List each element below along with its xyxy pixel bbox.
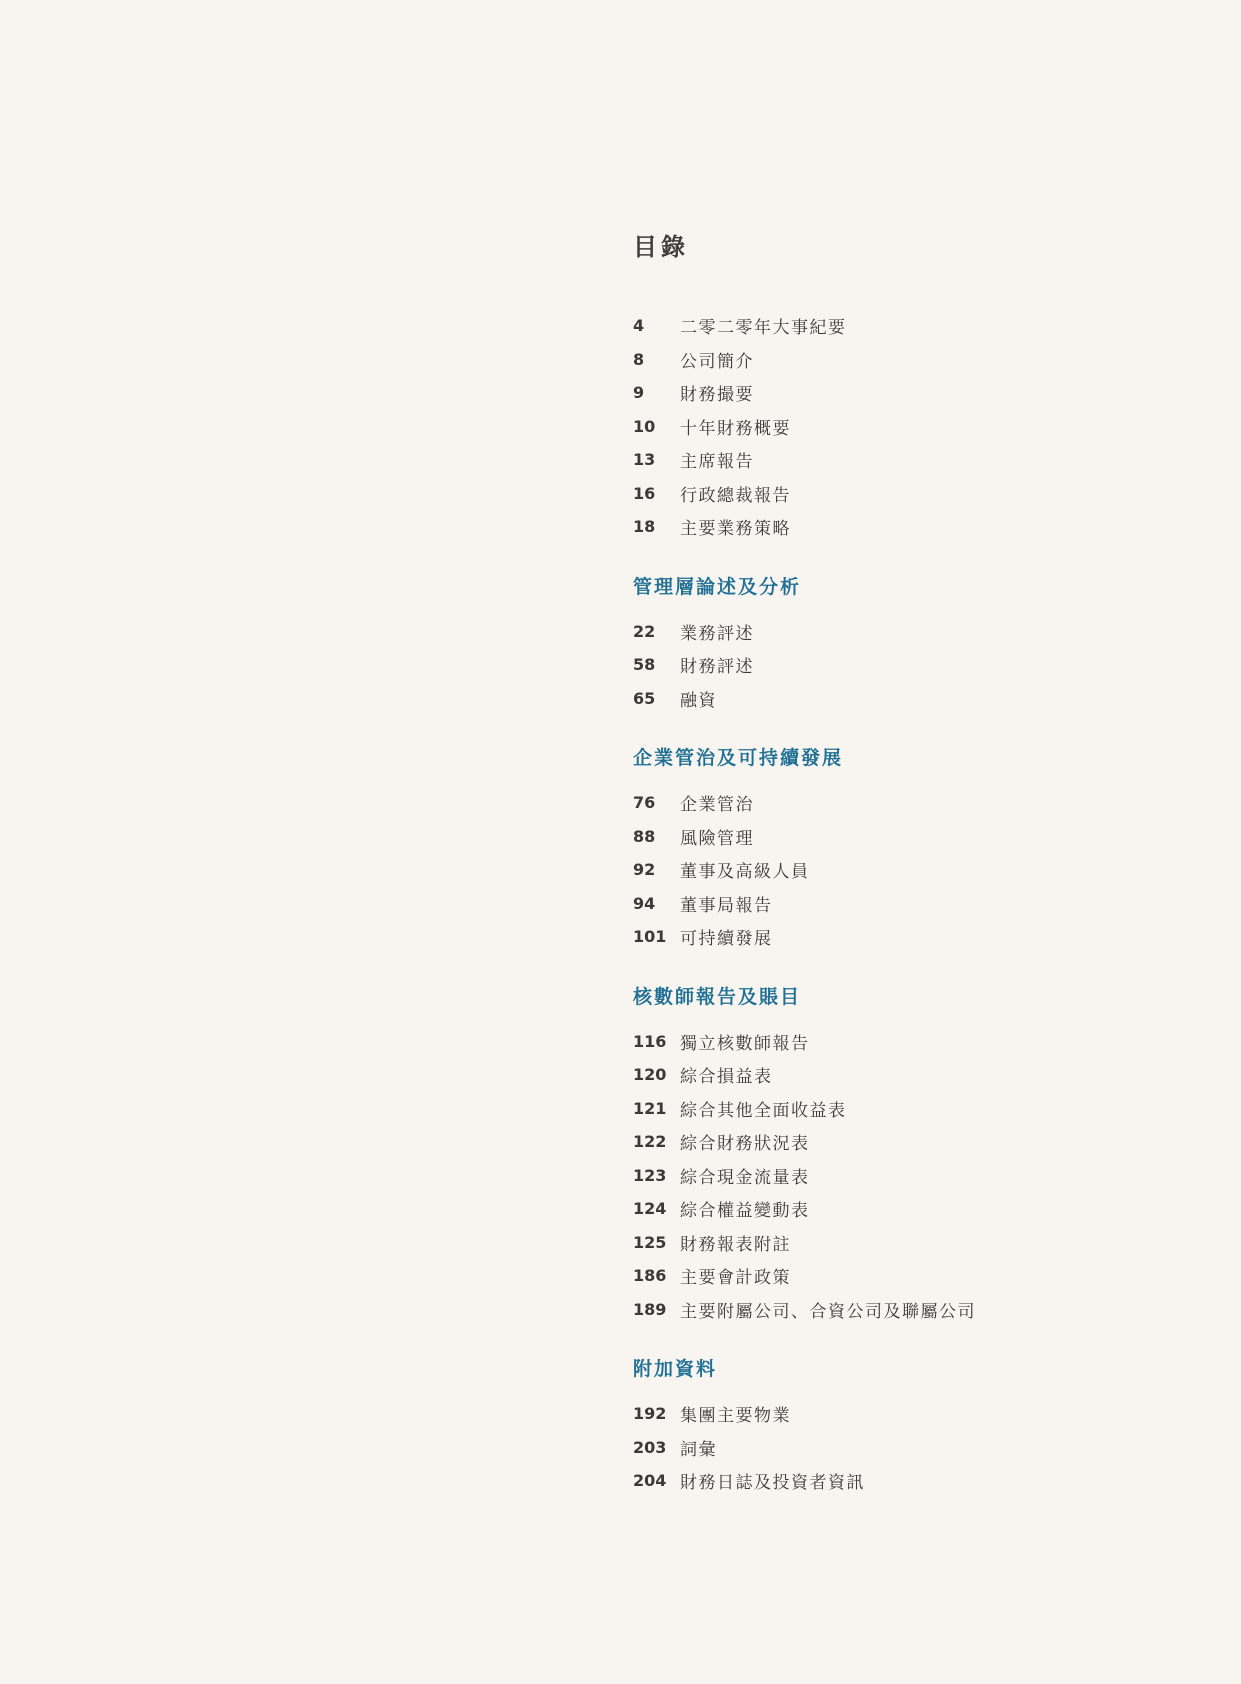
toc-entry[interactable]	[633, 1159, 1213, 1193]
toc-page-number: 124	[633, 1199, 667, 1219]
toc-section-management	[633, 572, 1213, 716]
toc-page-number: 94	[633, 893, 656, 913]
toc-page-number: 8	[633, 349, 645, 369]
toc-page-number: 189	[633, 1299, 667, 1319]
toc-entry[interactable]	[633, 682, 1213, 716]
toc-page-number: 120	[633, 1065, 667, 1085]
toc-entry-label: 主要會計政策	[680, 1268, 791, 1289]
toc-entry-label: 財務報表附註	[680, 1234, 791, 1255]
toc-entry-label: 綜合損益表	[680, 1067, 773, 1088]
toc-entry[interactable]	[633, 1397, 1213, 1431]
toc-entry[interactable]	[633, 443, 1213, 477]
toc-entry-label: 詞彙	[680, 1439, 717, 1460]
toc-entry[interactable]	[633, 1025, 1213, 1059]
toc-entry[interactable]	[633, 1259, 1213, 1293]
toc-section-heading[interactable]: 附加資料	[633, 1358, 718, 1380]
toc-entry[interactable]	[633, 786, 1213, 820]
toc-entry[interactable]	[633, 477, 1213, 511]
toc-entry[interactable]	[633, 410, 1213, 444]
toc-page-number: 9	[633, 383, 645, 403]
toc-entry-label: 融資	[680, 690, 717, 711]
toc-entry-label: 綜合權益變動表	[680, 1201, 810, 1222]
toc-entry-label: 財務評述	[680, 657, 754, 678]
toc-entry-label: 綜合其他全面收益表	[680, 1100, 847, 1121]
toc-entry[interactable]	[633, 1125, 1213, 1159]
toc-entry[interactable]	[633, 853, 1213, 887]
toc-entry-label: 行政總裁報告	[680, 485, 791, 506]
toc-page-number: 18	[633, 517, 656, 537]
toc-page-number: 101	[633, 927, 667, 947]
toc-page-number: 92	[633, 860, 656, 880]
toc-entry[interactable]	[633, 820, 1213, 854]
toc-page-number: 186	[633, 1266, 667, 1286]
toc-entry[interactable]	[633, 615, 1213, 649]
toc-page-number: 65	[633, 688, 656, 708]
toc-section-auditors	[633, 982, 1213, 1327]
toc-section-heading[interactable]: 企業管治及可持續發展	[633, 747, 844, 769]
toc-entry[interactable]	[633, 1092, 1213, 1126]
toc-entry[interactable]	[633, 1464, 1213, 1498]
toc-entry[interactable]	[633, 648, 1213, 682]
toc-entry[interactable]	[633, 1058, 1213, 1092]
table-of-contents	[633, 232, 1213, 1498]
toc-entry[interactable]	[633, 1192, 1213, 1226]
toc-entry[interactable]	[633, 510, 1213, 544]
toc-page-number: 58	[633, 655, 656, 675]
toc-page-number: 16	[633, 483, 656, 503]
toc-entry-label: 董事及高級人員	[680, 862, 810, 883]
toc-page-number: 121	[633, 1098, 667, 1118]
toc-page-number: 76	[633, 793, 656, 813]
toc-entry-label: 財務日誌及投資者資訊	[680, 1473, 865, 1494]
toc-entry-label: 主要附屬公司、合資公司及聯屬公司	[680, 1301, 976, 1322]
toc-page-number: 13	[633, 450, 656, 470]
toc-entry-label: 主要業務策略	[680, 519, 791, 540]
toc-intro-group	[633, 309, 1213, 544]
page-title: 目錄	[633, 233, 689, 261]
toc-entry-label: 企業管治	[680, 795, 754, 816]
toc-entry[interactable]	[633, 309, 1213, 343]
toc-page-number: 204	[633, 1471, 667, 1491]
toc-page-number: 22	[633, 621, 656, 641]
toc-entry-label: 可持續發展	[680, 929, 773, 950]
toc-entry-label: 主席報告	[680, 452, 754, 473]
toc-page-number: 10	[633, 416, 656, 436]
toc-page-number: 192	[633, 1404, 667, 1424]
toc-entry-label: 綜合現金流量表	[680, 1167, 810, 1188]
toc-entry-label: 集團主要物業	[680, 1406, 791, 1427]
toc-entry[interactable]	[633, 1226, 1213, 1260]
toc-entry-label: 風險管理	[680, 828, 754, 849]
toc-entry[interactable]	[633, 887, 1213, 921]
toc-section-heading[interactable]: 核數師報告及賬目	[633, 985, 802, 1008]
toc-page-number: 4	[633, 316, 645, 336]
toc-entry[interactable]	[633, 376, 1213, 410]
toc-entry[interactable]	[633, 1293, 1213, 1327]
toc-entry-label: 董事局報告	[680, 895, 773, 916]
toc-page-number: 203	[633, 1437, 667, 1457]
toc-entry[interactable]	[633, 1431, 1213, 1465]
toc-entry-label: 獨立核數師報告	[680, 1033, 810, 1054]
toc-page-number: 116	[633, 1031, 667, 1051]
toc-entry[interactable]	[633, 920, 1213, 954]
toc-section-heading[interactable]: 管理層論述及分析	[633, 575, 802, 598]
toc-page-number: 88	[633, 826, 656, 846]
toc-entry-label: 二零二零年大事紀要	[680, 318, 847, 339]
toc-page-number: 122	[633, 1132, 667, 1152]
toc-entry-label: 十年財務概要	[680, 418, 791, 439]
toc-entry-label: 財務撮要	[680, 385, 754, 406]
toc-page-number: 123	[633, 1165, 667, 1185]
toc-entry-label: 公司簡介	[680, 351, 754, 372]
toc-section-governance	[633, 743, 1213, 954]
toc-entry-label: 綜合財務狀況表	[680, 1134, 810, 1155]
toc-entry-label: 業務評述	[680, 623, 754, 644]
toc-page-number: 125	[633, 1232, 667, 1252]
toc-section-supplementary	[633, 1354, 1213, 1498]
toc-entry[interactable]	[633, 343, 1213, 377]
